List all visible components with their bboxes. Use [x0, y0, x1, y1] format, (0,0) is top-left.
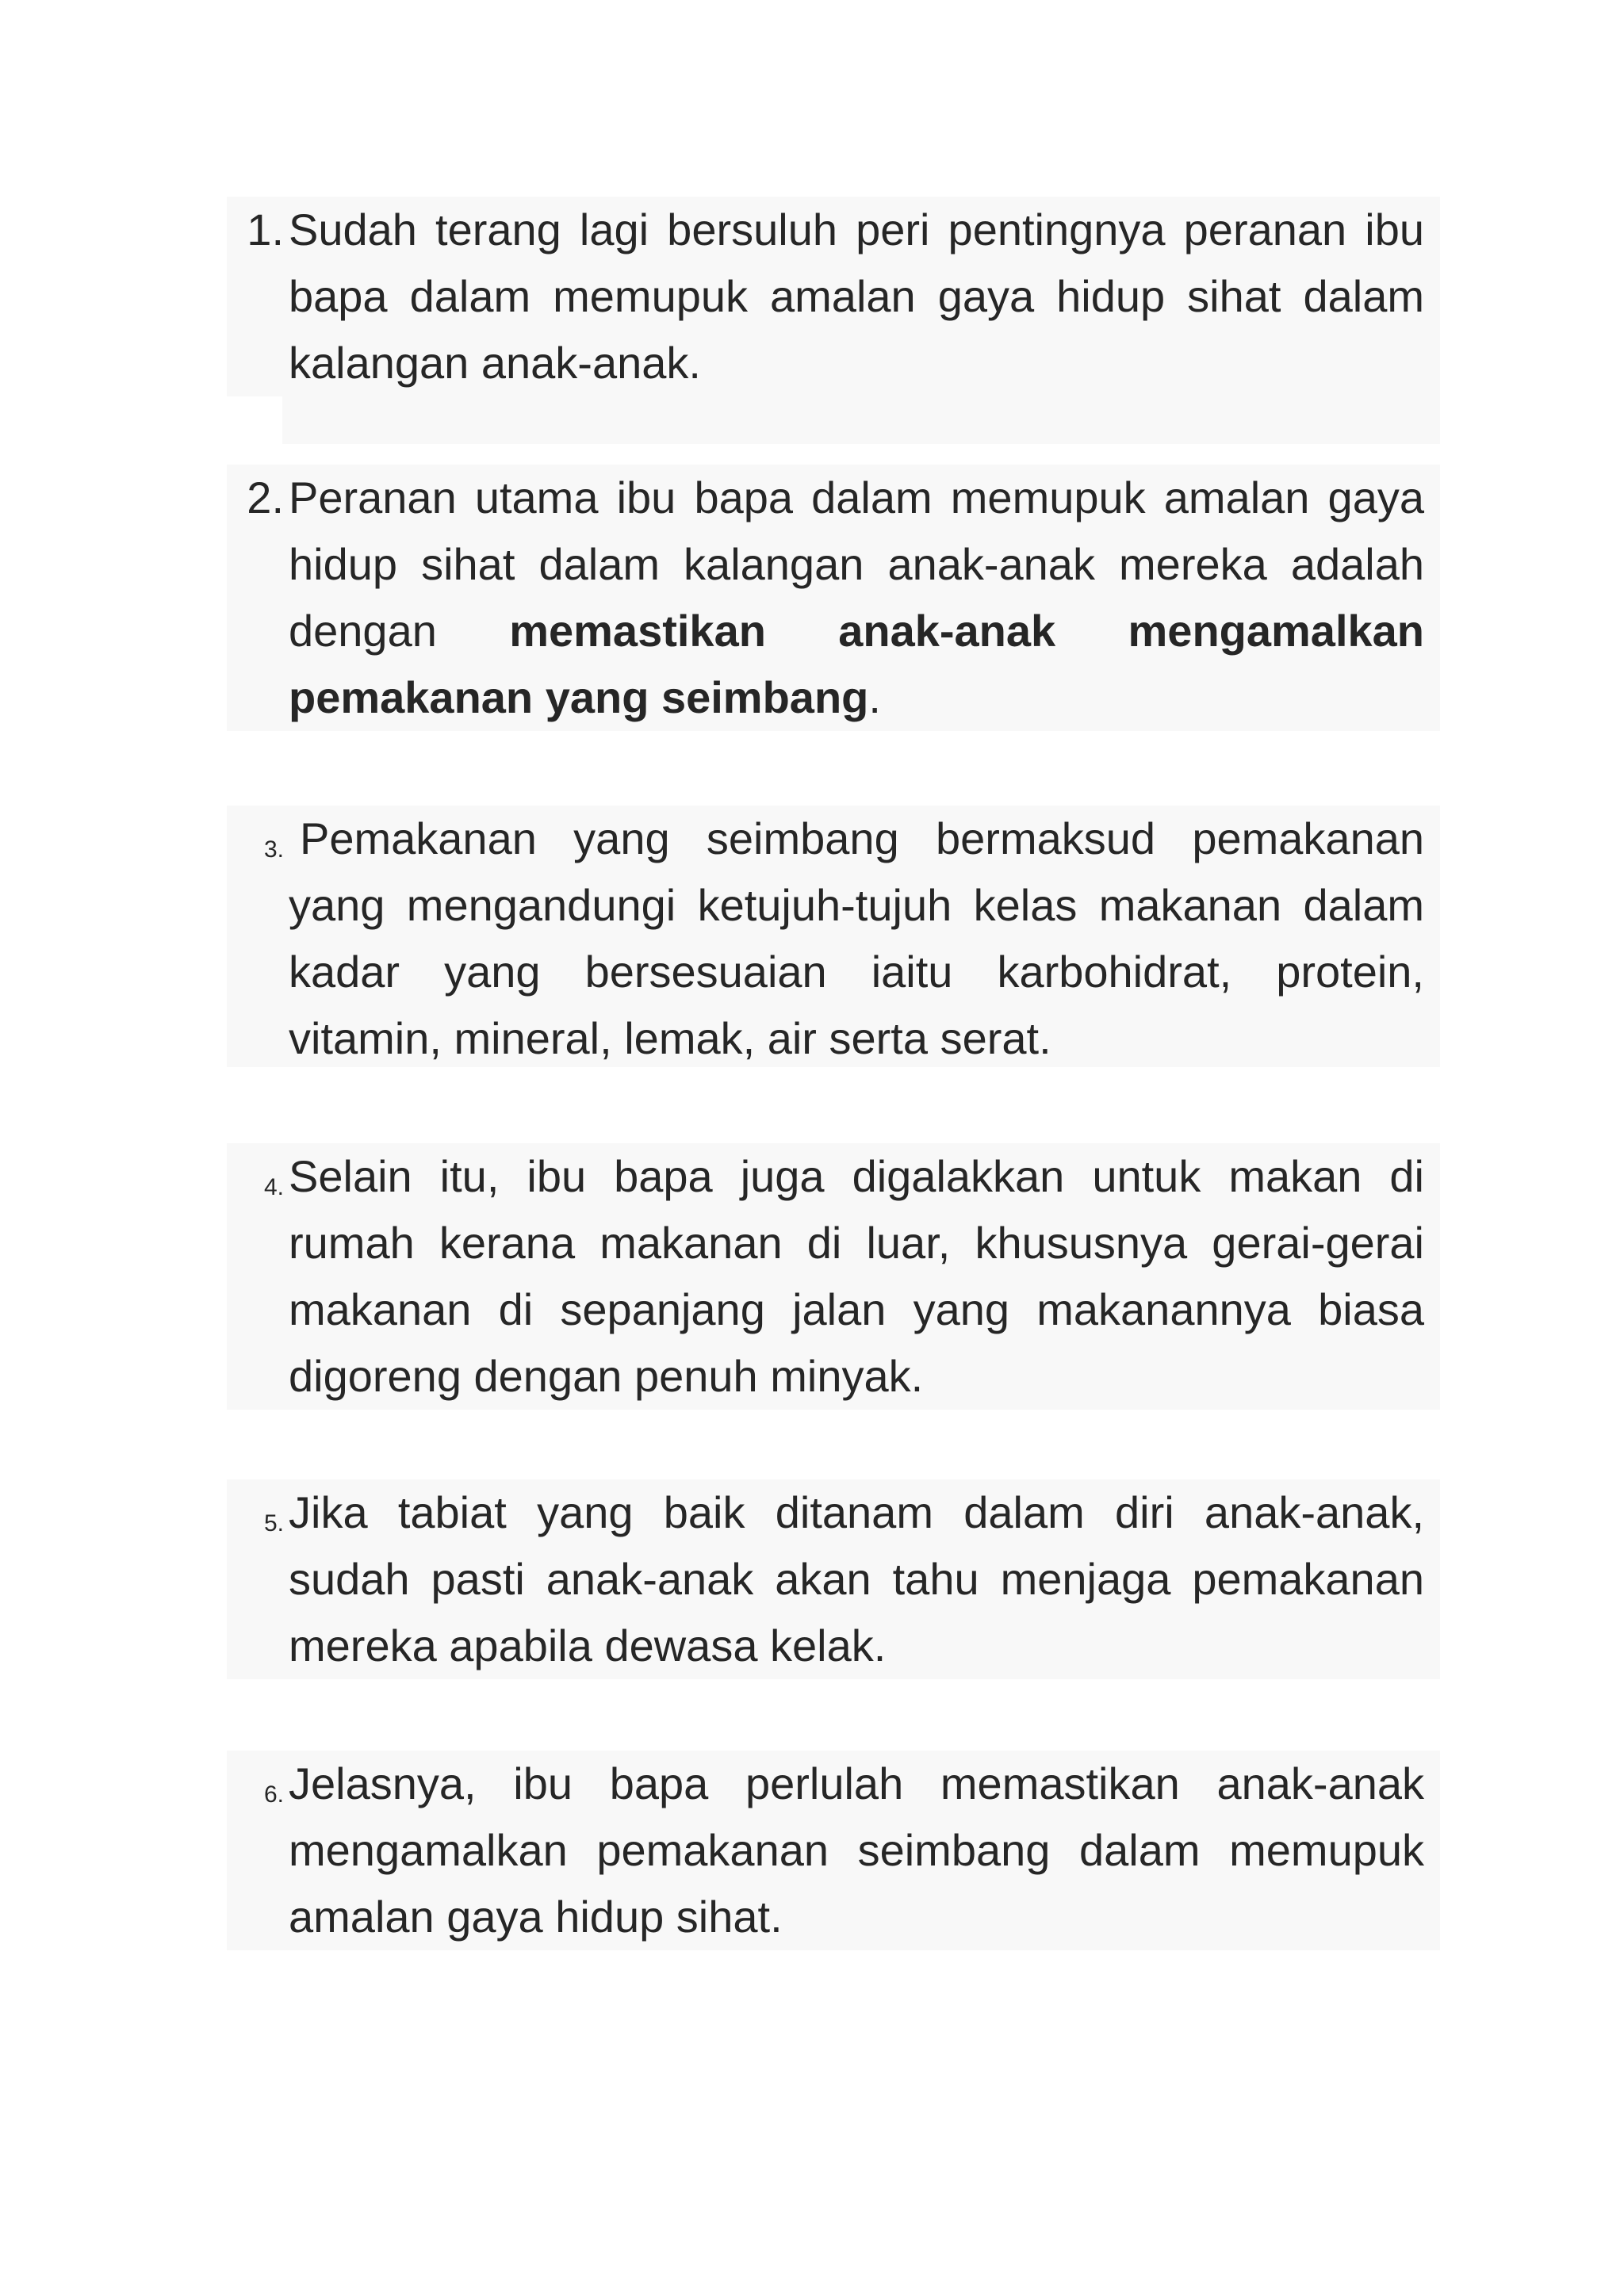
- highlight-block: [282, 396, 1440, 444]
- list-item-5: [227, 1479, 1440, 1679]
- list-number: 5.: [263, 1510, 284, 1536]
- list-item-1: [227, 197, 1440, 396]
- list-text: [289, 465, 1424, 731]
- list-number: 6.: [263, 1781, 284, 1808]
- list-text: Jika tabiat yang baik ditanam dalam diri anak-anak, sudah pasti anak-anak akan tahu menjaga pemakanan mereka apabila dewasa kelak.: [289, 1487, 1424, 1670]
- list-number: 3.: [263, 836, 284, 863]
- list-number: 1.: [247, 205, 284, 254]
- bold-phrase: memastikan anak-anak mengamalkan pemakanan yang seimbang: [289, 606, 1424, 722]
- list-text: Selain itu, ibu bapa juga digalakkan untuk makan di rumah kerana makanan di luar, khususnya gerai-gerai makanan di sepanjang jalan yang makanannya biasa digoreng dengan penuh minyak.: [289, 1151, 1424, 1401]
- list-text: Sudah terang lagi bersuluh peri pentingnya peranan ibu bapa dalam memupuk amalan gaya hidup sihat dalam kalangan anak-anak.: [289, 205, 1424, 388]
- list-text: Pemakanan yang seimbang bermaksud pemakanan yang mengandungi ketujuh-tujuh kelas makanan dalam kadar yang bersesuaian iaitu karbohidrat, protein, vitamin, mineral, lemak, air serta serat.: [289, 813, 1424, 1063]
- list-text-part: Peranan utama ibu bapa dalam memupuk amalan gaya hidup sihat dalam kalangan anak-anak mereka adalah dengan: [289, 473, 1424, 656]
- list-item-4: [227, 1143, 1440, 1410]
- list-text-end: .: [868, 672, 881, 722]
- list-item-2: [227, 465, 1440, 731]
- list-item-3: [227, 806, 1440, 1067]
- list-item-6: [227, 1751, 1440, 1950]
- list-number: 4.: [263, 1174, 284, 1200]
- list-number: 2.: [247, 473, 284, 522]
- list-text: Jelasnya, ibu bapa perlulah memastikan anak-anak mengamalkan pemakanan seimbang dalam memupuk amalan gaya hidup sihat.: [289, 1758, 1424, 1942]
